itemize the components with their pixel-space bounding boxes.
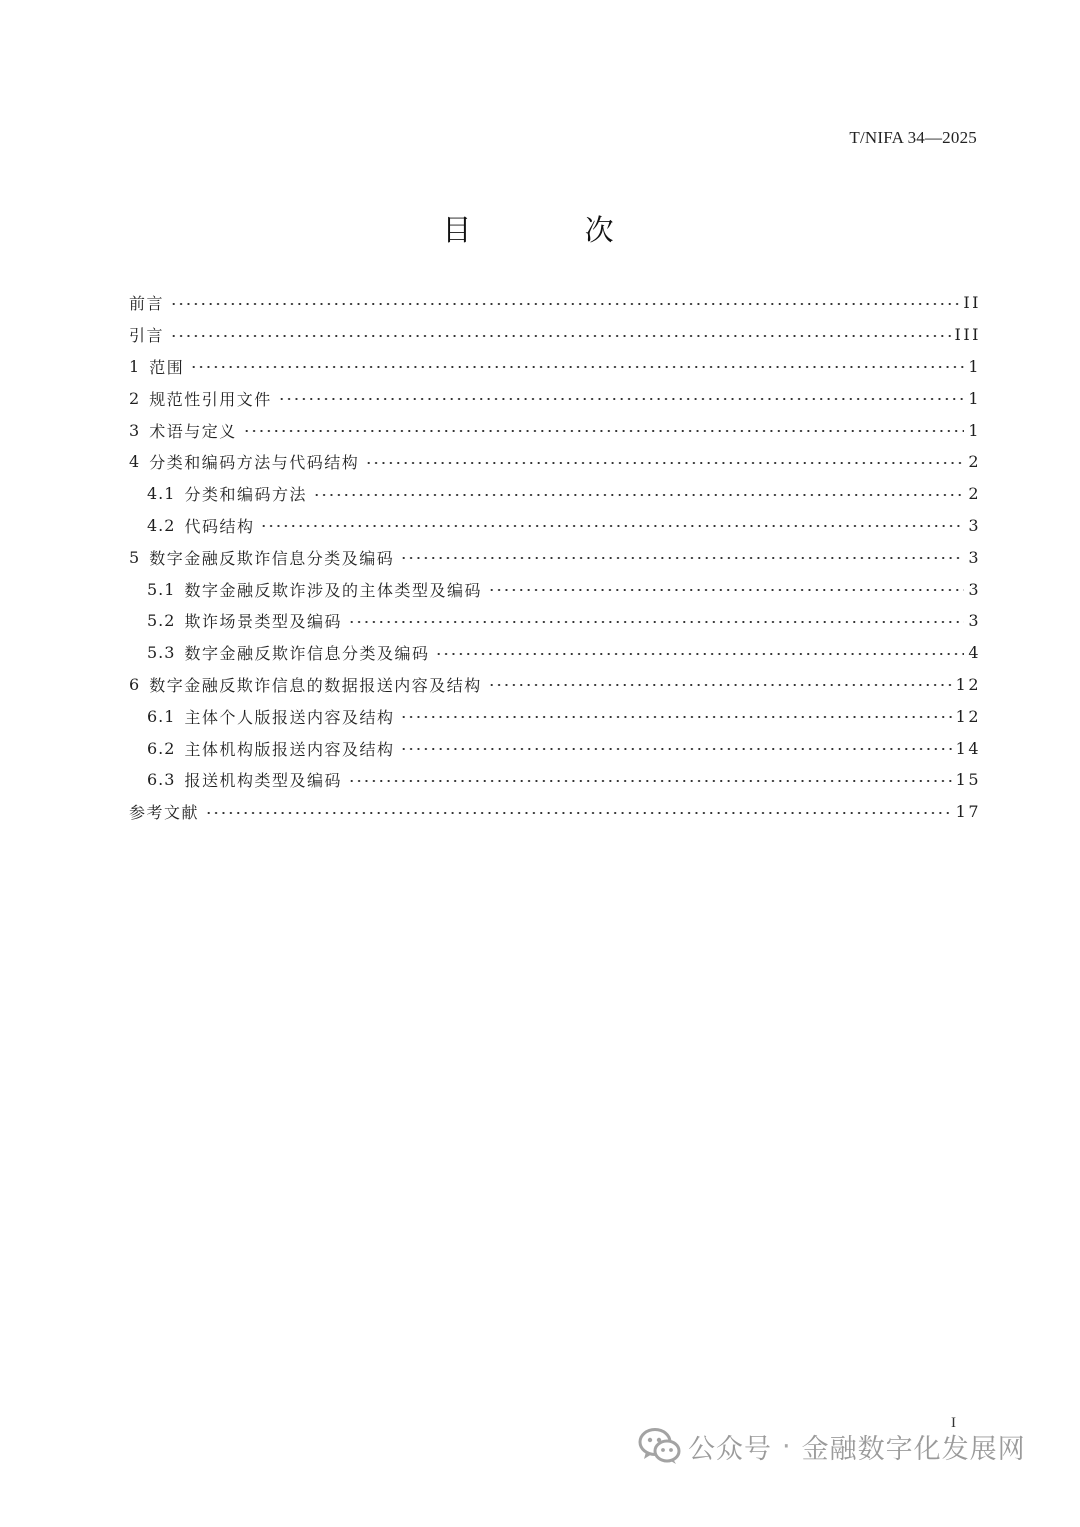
toc-entry-number: 5.2	[147, 611, 176, 631]
toc-entry-label: 分类和编码方法与代码结构	[149, 453, 360, 473]
dot-leader	[348, 774, 952, 788]
toc-entry-page: 2	[968, 484, 981, 504]
watermark-separator: ·	[782, 1430, 792, 1462]
toc-entry[interactable]	[129, 414, 981, 446]
toc-entry-page: 4	[968, 643, 981, 663]
toc-entry-label: 数字金融反欺诈涉及的主体类型及编码	[184, 580, 482, 600]
dot-leader	[435, 647, 964, 661]
watermark-prefix: 公众号	[688, 1433, 772, 1465]
dot-leader	[400, 710, 951, 724]
dot-leader	[365, 456, 964, 470]
toc-entry[interactable]	[129, 319, 981, 351]
toc-entry-label: 报送机构类型及编码	[184, 771, 342, 791]
dot-leader	[170, 329, 951, 343]
watermark	[638, 1426, 1026, 1466]
toc-entry-number: 6.1	[147, 706, 176, 726]
toc-entry-label: 规范性引用文件	[149, 389, 272, 409]
toc-entry-label: 数字金融反欺诈信息分类及编码	[149, 548, 395, 568]
dot-leader	[400, 742, 951, 756]
toc-entry-number: 4	[129, 452, 141, 472]
toc-entry-number: 3	[129, 420, 141, 440]
toc-entry[interactable]	[129, 637, 981, 669]
toc-entry[interactable]	[129, 478, 981, 510]
toc-entry-page: II	[963, 293, 981, 313]
toc-entry-page: 1	[968, 356, 981, 376]
dot-leader	[190, 360, 964, 374]
toc-entry-page: 3	[968, 515, 981, 535]
toc-entry-number: 5	[129, 547, 141, 567]
dot-leader	[278, 392, 965, 406]
toc-entry-page: 3	[968, 611, 981, 631]
toc-entry-label: 前言	[129, 294, 165, 314]
toc-entry-label: 范围	[149, 357, 185, 377]
toc-entry-label: 欺诈场景类型及编码	[184, 612, 342, 632]
toc-entry[interactable]	[129, 669, 981, 701]
toc-entry-number: 5.1	[147, 579, 176, 599]
toc-entry-page: 14	[955, 738, 981, 758]
dot-leader	[400, 551, 964, 565]
toc-entry-label: 数字金融反欺诈信息的数据报送内容及结构	[149, 675, 482, 695]
dot-leader	[260, 519, 964, 533]
toc-entry-page: 17	[955, 802, 981, 822]
toc-entry-page: 3	[968, 579, 981, 599]
toc-entry-page: 1	[968, 420, 981, 440]
wechat-icon	[638, 1426, 682, 1466]
toc-entry[interactable]	[129, 796, 981, 828]
toc-entry-page: 12	[955, 706, 981, 726]
dot-leader	[243, 424, 965, 438]
toc-entry-label: 数字金融反欺诈信息分类及编码	[184, 644, 430, 664]
toc-entry-label: 参考文献	[129, 803, 200, 823]
page-number: I	[951, 1415, 956, 1431]
toc-entry[interactable]	[129, 382, 981, 414]
dot-leader	[488, 678, 952, 692]
toc-entry-label: 术语与定义	[149, 421, 237, 441]
toc-entry[interactable]	[129, 764, 981, 796]
page-title: 目 次	[442, 213, 666, 247]
toc-entry-number: 6.2	[147, 738, 176, 758]
toc-entry-page: 3	[968, 547, 981, 567]
dot-leader	[205, 806, 952, 820]
toc-entry-page: 12	[955, 674, 981, 694]
toc-entry-number: 5.3	[147, 643, 176, 663]
toc-entry[interactable]	[129, 510, 981, 542]
toc-entry[interactable]	[129, 351, 981, 383]
table-of-contents	[129, 287, 981, 828]
toc-entry-number: 6.3	[147, 770, 176, 790]
toc-entry-page: 15	[955, 770, 981, 790]
toc-entry[interactable]	[129, 287, 981, 319]
toc-entry-number: 1	[129, 356, 141, 376]
toc-entry-number: 6	[129, 674, 141, 694]
toc-entry[interactable]	[129, 541, 981, 573]
dot-leader	[170, 297, 959, 311]
toc-entry-label: 主体机构版报送内容及结构	[184, 739, 395, 759]
toc-entry-label: 主体个人版报送内容及结构	[184, 707, 395, 727]
toc-entry-label: 代码结构	[184, 516, 255, 536]
toc-entry[interactable]	[129, 446, 981, 478]
watermark-account: 金融数字化发展网	[801, 1433, 1026, 1465]
toc-entry-page: 1	[968, 388, 981, 408]
toc-entry[interactable]	[129, 573, 981, 605]
toc-entry-label: 引言	[129, 326, 165, 346]
standard-code: T/NIFA 34—2025	[849, 128, 977, 147]
toc-entry-page: 2	[968, 452, 981, 472]
toc-entry-number: 4.2	[147, 515, 176, 535]
toc-entry-number: 4.1	[147, 484, 176, 504]
dot-leader	[313, 488, 964, 502]
toc-entry-label: 分类和编码方法	[184, 485, 307, 505]
dot-leader	[348, 615, 964, 629]
toc-entry-page: III	[954, 325, 981, 345]
toc-entry-number: 2	[129, 388, 141, 408]
toc-entry[interactable]	[129, 605, 981, 637]
toc-entry[interactable]	[129, 732, 981, 764]
toc-entry[interactable]	[129, 700, 981, 732]
dot-leader	[488, 583, 964, 597]
